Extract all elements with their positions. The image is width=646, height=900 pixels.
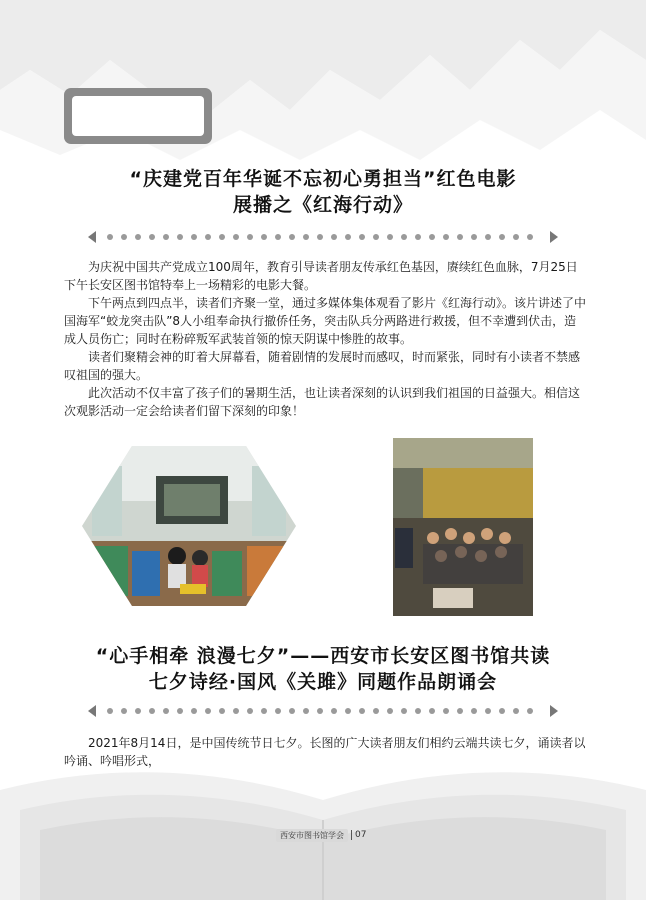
audience-photo <box>393 438 533 616</box>
paragraph: 2021年8月14日，是中国传统节日七夕。长图的广大读者朋友们相约云端共读七夕，诵读者以吟诵、吟唱形式， <box>64 736 586 768</box>
footer-separator <box>351 830 352 840</box>
page-number: 07 <box>355 830 367 840</box>
dotted-divider <box>88 230 558 244</box>
section-tag-box <box>64 88 212 144</box>
paragraph: 为庆祝中国共产党成立100周年，教育引导读者朋友传承红色基因，赓续红色血脉，7月25日下午长安区图书馆特奉上一场精彩的电影大餐。 <box>64 260 578 292</box>
section2-body <box>64 734 586 770</box>
paragraph: 此次活动不仅丰富了孩子们的暑期生活，也让读者深刻的认识到我们祖国的日益强大。相信这次观影活动一定会给读者们留下深刻的印象！ <box>64 386 581 418</box>
footer-label: 西安市图书馆学会 <box>276 829 348 842</box>
section1-title-line2: 展播之《红海行动》 <box>232 194 413 216</box>
paragraph: 读者们聚精会神的盯着大屏幕看，随着剧情的发展时而感叹，时而紧张，同时有小读者不禁感叹祖国的强大。 <box>64 350 581 382</box>
paragraph: 下午两点到四点半，读者们齐聚一堂，通过多媒体集体观看了影片《红海行动》。该片讲述了中国海军“蛟龙突击队”8人小组奉命执行撤侨任务，突击队兵分两路进行救援，但不幸遭到伏击，造成人员伤亡；同时在粉碎叛军武装首领的惊天阴谋中惨胜的故事。 <box>64 296 587 346</box>
page-footer <box>276 828 366 842</box>
mountain-background <box>0 0 646 170</box>
dotted-divider <box>88 704 558 718</box>
section1-body <box>64 258 586 420</box>
screening-room-photo-hexagon <box>82 446 296 606</box>
section2-title-line2: 七夕诗经·国风《关雎》同题作品朗诵会 <box>148 671 498 693</box>
section1-title-line1: “庆建党百年华诞不忘初心勇担当”红色电影 <box>129 168 517 190</box>
section2-title-line1: “心手相牵 浪漫七夕”——西安市长安区图书馆共读 <box>95 645 551 667</box>
